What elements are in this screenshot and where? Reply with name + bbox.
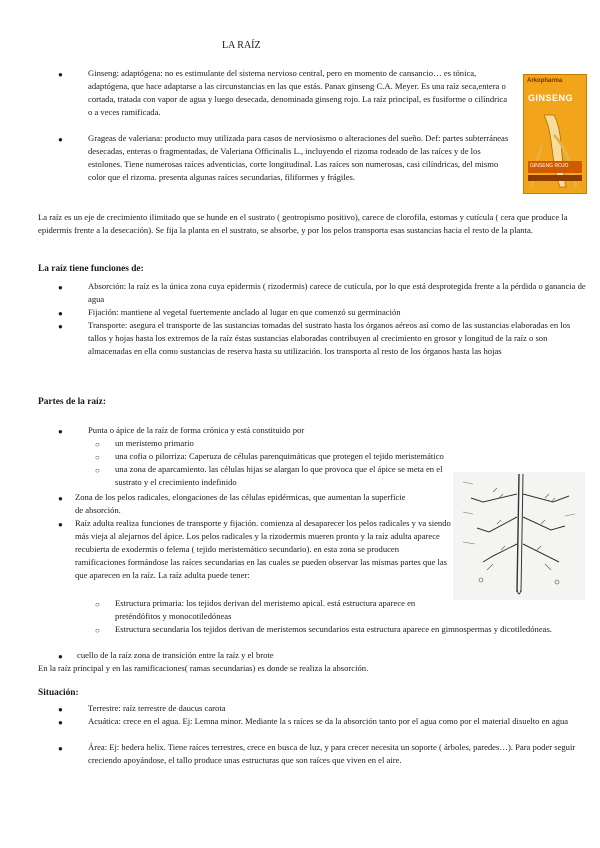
bullet-icon: ● bbox=[58, 718, 63, 727]
circle-bullet-icon: ○ bbox=[95, 626, 100, 635]
intro-valeriana-text: Grageas de valeriana: producto muy utilizada para casos de nerviosismo o alteraciones del sueño. Def: partes subterráneas desecadas, enteras o fragmentadas, de Valeriana Officinalis L., incluyendo el rizoma rodeado de las raíces y de los estolones. Tiene numerosas raíces adventicias, corte longitudinal. Las raíces son numerosas, casi cilíndricas, del mismo color que el rizoma. presenta algunas raíces secundarias, filiformes y frágiles. bbox=[88, 133, 509, 182]
intro-ginseng-text: Ginseng: adaptógena: no es estimulante del sistema nervioso central, pero en momento de cansancio… es tónica, adaptógena, que hace adaptarse a las circunstancias en las que estás. Panax ginseng C.A. Meyer. Es una raíz seca,entera o cortada, tratada con vapor de agua y luego desecada, denominada ginseng rojo. La raíz principal, es fusiforme o cilíndrica o a veces ramificada. bbox=[88, 68, 508, 117]
part-adult-root: Raíz adulta realiza funciones de transporte y fijación. comienza al desaparecer los pelos radicales y va siendo más vieja al alejarnos del ápice. Los pelos radicales y la rizodermis mueren pronto y la raíz adulta aparece recubierta de exodermis o felema ( tejido meristemático secundario). en esta zona se producen ramificaciones formándose las raíces secundarias en las cuales se pueden observar las mismas partes que las que aparecen en la raíz. La raíz adulta puede tener: bbox=[75, 518, 451, 580]
function-transport: Transporte: asegura el transporte de las sustancias tomadas del sustrato hasta los órganos aéreos así como de las sustancias elaboradas en los tallos y hojas hasta los extremos de la raíz éstas sustancias elaboradas contribuyen al crecimiento en grosor y longitud de la raíz o son almacenadas en ella como sustancias de reserva hasta su utilización. los transporta al resto de los órganos hasta las hojas bbox=[88, 320, 571, 356]
situation-aquatic: Acuática: crece en el agua. Ej: Lemna minor. Mediante la s raíces se da la absorción tanto por el agua como por el material disuelto en agua bbox=[88, 716, 569, 726]
function-absorption: Absorción: la raíz es la única zona cuya epidermis ( rizodermis) carece de cutícula, por lo que está desprotegida frente a la pérdida o ganancia de agua bbox=[88, 281, 586, 304]
functions-heading: La raíz tiene funciones de: bbox=[38, 264, 144, 274]
situation-terrestrial: Terrestre: raíz terrestre de daucus carota bbox=[88, 703, 226, 713]
product-name: GINSENG bbox=[528, 93, 574, 103]
tip-meristem: un meristemo primario bbox=[115, 438, 194, 448]
product-brand: Arkopharma bbox=[527, 78, 563, 84]
circle-bullet-icon: ○ bbox=[95, 453, 100, 462]
bullet-icon: ● bbox=[58, 135, 63, 144]
ginseng-root-icon bbox=[524, 75, 586, 193]
product-label: GINSENG ROJO bbox=[530, 163, 569, 169]
function-fixation: Fijación: mantiene al vegetal fuertemente anclado al lugar en que comenzó su germinación bbox=[88, 307, 401, 317]
bullet-icon: ● bbox=[58, 427, 63, 436]
part-root-neck: cuello de la raíz zona de transición entre la raíz y el brote bbox=[77, 650, 274, 660]
bullet-icon: ● bbox=[58, 494, 63, 503]
bullet-icon: ● bbox=[58, 70, 63, 79]
bullet-icon: ● bbox=[58, 283, 63, 292]
part-tip: Punta o ápice de la raíz de forma crónica y está constituido por bbox=[88, 425, 305, 435]
bullet-icon: ● bbox=[58, 744, 63, 753]
bullet-icon: ● bbox=[58, 652, 63, 661]
ginseng-product-image bbox=[523, 74, 587, 194]
circle-bullet-icon: ○ bbox=[95, 600, 100, 609]
circle-bullet-icon: ○ bbox=[95, 440, 100, 449]
circle-bullet-icon: ○ bbox=[95, 466, 100, 475]
tip-cofia: una cofia o pilorriza: Caperuza de células parenquimáticas que protegen el tejido meristemático bbox=[115, 451, 444, 461]
parts-closing: En la raíz principal y en las ramificaciones( ramas secundarias) es donde se realiza la absorción. bbox=[38, 663, 369, 673]
parts-heading: Partes de la raíz: bbox=[38, 397, 106, 407]
root-diagram-drawing bbox=[453, 472, 585, 600]
part-root-hairs: Zona de los pelos radicales, elongaciones de las células epidérmicas, que aumentan la superficie de absorción. bbox=[75, 492, 406, 515]
situation-aerial: Área: Ej: hedera helix. Tiene raíces terrestres, crece en busca de luz, y para crecer necesita un soporte ( árboles, paredes…). Para poder seguir creciendo apoyándose, el tallo produce unas estructuras que son raíces que viven en el aire. bbox=[88, 742, 576, 765]
tip-zone: una zona de aparcamiento. las células hijas se alargan lo que provoca que el ápice se meta en el sustrato y el crecimiento indefinido bbox=[115, 464, 443, 487]
bullet-icon: ● bbox=[58, 322, 63, 331]
situation-heading: Situación: bbox=[38, 688, 79, 698]
adult-secondary-structure: Estructura secundaria los tejidos derivan de meristemos secundarios esta estructura aparece en gimnospermas y dicotiledóneas. bbox=[115, 624, 552, 634]
adult-primary-structure: Estructura primaria: los tejidos derivan del meristemo apical. está estructura aparece en preténdófitos y monocotiledóneas bbox=[115, 598, 416, 621]
bullet-icon: ● bbox=[58, 520, 63, 529]
bullet-icon: ● bbox=[58, 705, 63, 714]
bullet-icon: ● bbox=[58, 309, 63, 318]
definition-paragraph: La raíz es un eje de crecimiento ilimitado que se hunde en el sustrato ( geotropismo positivo), carece de clorofila, estomas y cutícula ( cera que produce la epidermis frente a la desecación). Se fija la planta en el sustrato, se absorbe, y por los pelos transporta esas sustancias hacia el resto de la planta. bbox=[38, 212, 568, 235]
page-title: LA RAÍZ bbox=[222, 40, 261, 51]
